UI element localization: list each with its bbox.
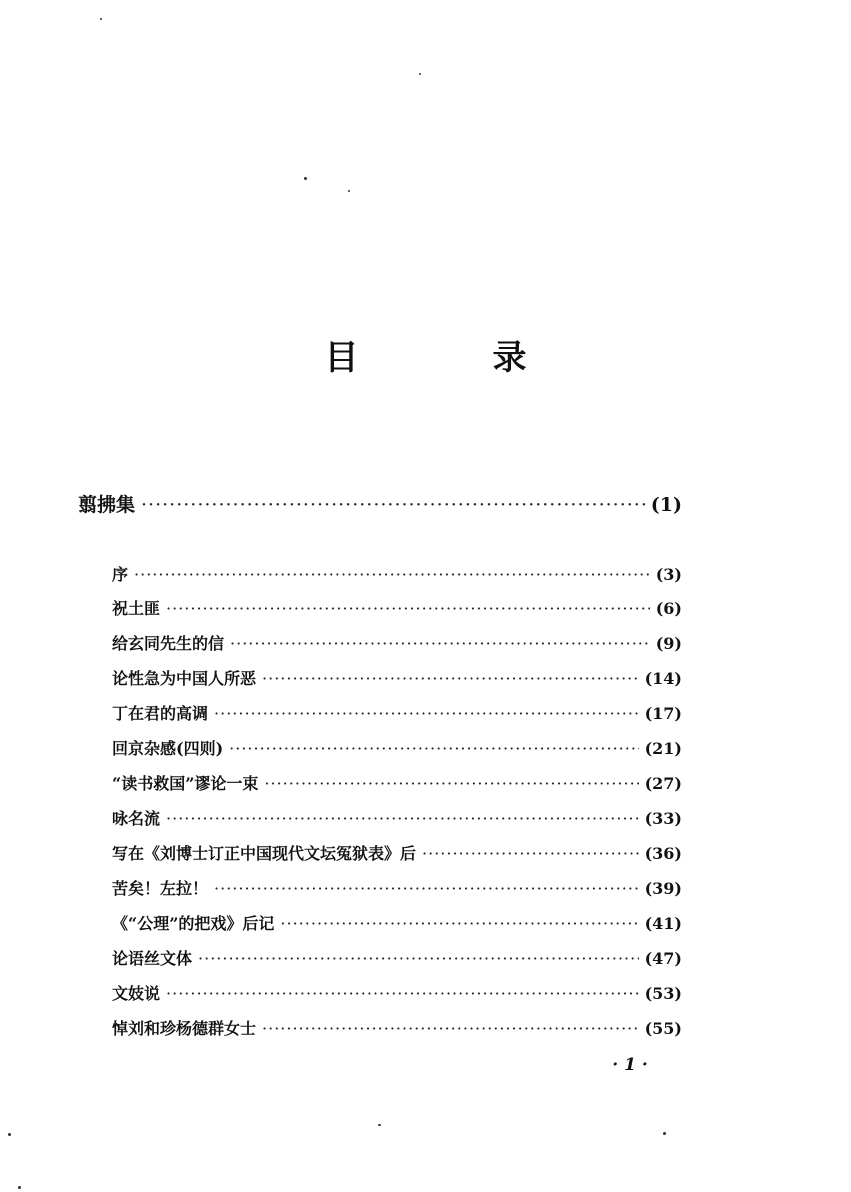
- page-number: · 1 ·: [612, 1055, 648, 1075]
- toc-entry-page: (36): [644, 844, 682, 863]
- toc-entry[interactable]: [112, 594, 682, 624]
- toc-entry-page: (21): [644, 739, 682, 758]
- toc-entry[interactable]: [112, 734, 682, 764]
- toc-entry[interactable]: [112, 804, 682, 834]
- toc-entry-label: 论语丝文体: [112, 949, 193, 968]
- dot-leader: [134, 560, 650, 590]
- toc-entry[interactable]: [112, 629, 682, 659]
- scan-speck: [18, 1186, 21, 1189]
- scan-speck: [304, 177, 307, 180]
- toc-entry-page: (39): [644, 879, 682, 898]
- toc-entry-label: 祝土匪: [112, 599, 161, 618]
- dot-leader: [264, 769, 638, 799]
- toc-entry-label: 论性急为中国人所恶: [112, 669, 257, 688]
- toc-section-page: (1): [650, 494, 682, 516]
- toc-entry-label: 咏名流: [112, 809, 161, 828]
- toc-entry[interactable]: [112, 664, 682, 694]
- dot-leader: [262, 664, 639, 694]
- toc-entry-page: (47): [644, 949, 682, 968]
- toc-entry[interactable]: [112, 1014, 682, 1044]
- toc-entry[interactable]: [112, 944, 682, 974]
- toc-entry-label: 苦矣！左拉！: [112, 879, 209, 898]
- dot-leader: [166, 804, 639, 834]
- toc-entry-page: (17): [644, 704, 682, 723]
- toc-entry-label: 写在《刘博士订正中国现代文坛冤狱表》后: [112, 844, 417, 863]
- page-title: 目 录: [324, 338, 577, 378]
- toc-entry-page: (27): [644, 774, 682, 793]
- toc-entry[interactable]: [112, 874, 682, 904]
- scan-speck: [663, 1132, 666, 1135]
- scan-speck: [348, 190, 350, 192]
- dot-leader: [229, 734, 638, 764]
- dot-leader: [280, 909, 638, 939]
- toc-entry[interactable]: [112, 909, 682, 939]
- dot-leader: [214, 874, 639, 904]
- toc-entry-page: (14): [644, 669, 682, 688]
- dot-leader: [214, 699, 639, 729]
- dot-leader: [230, 629, 650, 659]
- toc-entry-label: 悼刘和珍杨德群女士: [112, 1019, 257, 1038]
- toc-entry-page: (41): [644, 914, 682, 933]
- scan-speck: [100, 18, 102, 20]
- toc-entry-label: 序: [112, 565, 129, 584]
- toc-entry[interactable]: [112, 839, 682, 869]
- scan-speck: [378, 1124, 381, 1126]
- toc-entry-label: 回京杂感(四则): [112, 739, 224, 758]
- toc-entry[interactable]: [112, 699, 682, 729]
- dot-leader: [198, 944, 639, 974]
- toc-entry[interactable]: [112, 560, 682, 590]
- toc-entry-label: 给玄同先生的信: [112, 634, 225, 653]
- toc-entry-label: “读书救国”谬论一束: [112, 774, 259, 793]
- toc-entry[interactable]: [112, 979, 682, 1009]
- toc-entry-label: 文妓说: [112, 984, 161, 1003]
- toc-section-label: 翦拂集: [78, 494, 136, 516]
- scan-speck: [419, 73, 421, 75]
- dot-leader: [422, 839, 639, 869]
- toc-entry-label: 《“公理”的把戏》后记: [112, 914, 275, 933]
- toc-entry-page: (3): [655, 565, 682, 584]
- toc-entry-page: (6): [655, 599, 682, 618]
- toc-entry-page: (9): [655, 634, 682, 653]
- toc-entry-page: (55): [644, 1019, 682, 1038]
- dot-leader: [262, 1014, 639, 1044]
- toc-entry-page: (53): [644, 984, 682, 1003]
- dot-leader: [141, 490, 645, 520]
- toc-entry-label: 丁在君的高调: [112, 704, 209, 723]
- toc-entry-page: (33): [644, 809, 682, 828]
- scan-speck: [8, 1133, 11, 1136]
- dot-leader: [166, 594, 650, 624]
- toc-section-row[interactable]: [78, 490, 682, 520]
- dot-leader: [166, 979, 639, 1009]
- toc-entry[interactable]: [112, 769, 682, 799]
